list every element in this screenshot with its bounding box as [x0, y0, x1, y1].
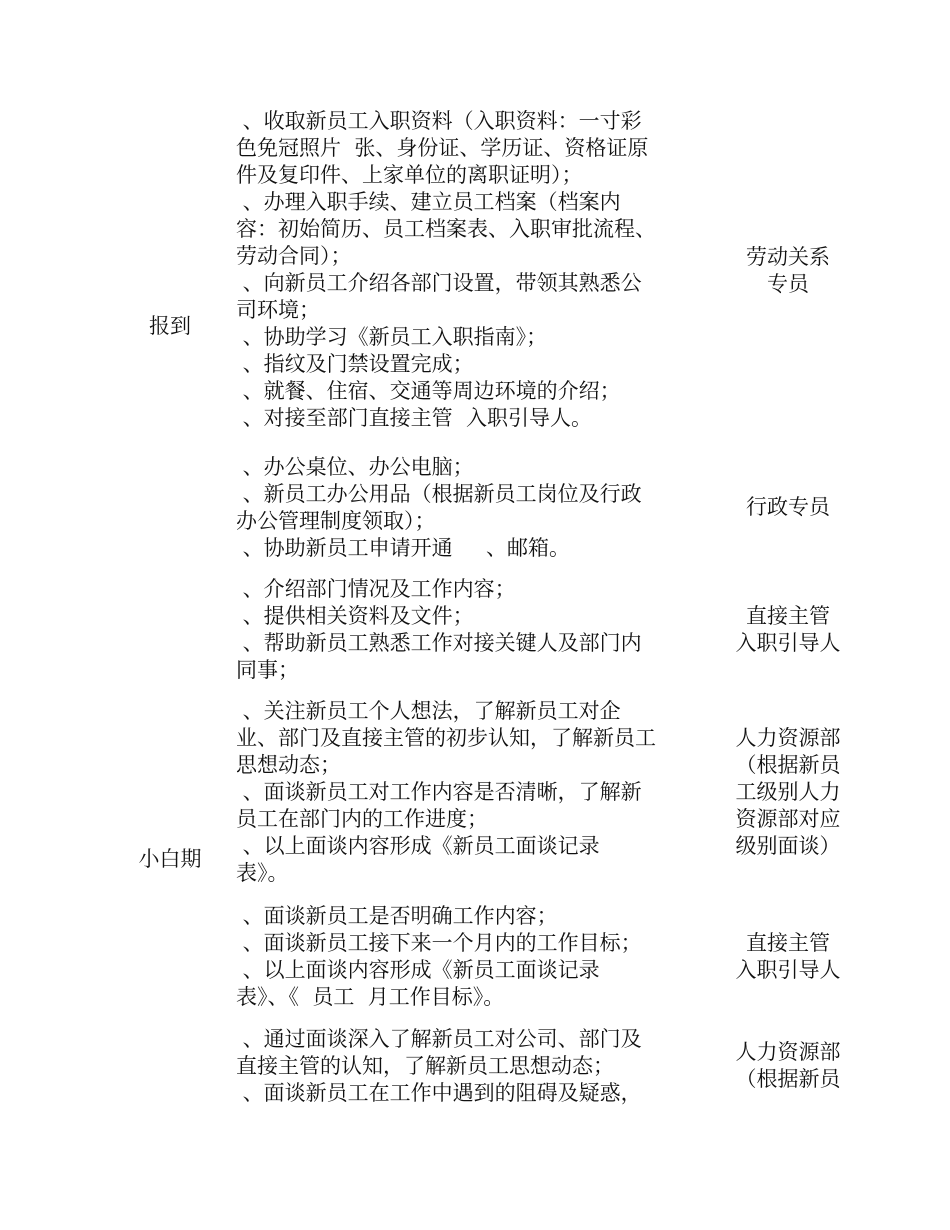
- task-line: 业、部门及直接主管的初步认知，了解新员工: [236, 726, 656, 750]
- task-block-hr-deep-interview: [236, 1026, 706, 1107]
- task-line: 、办公桌位、办公电脑；: [236, 455, 474, 479]
- task-line: 、协助学习《新员工入职指南》；: [236, 325, 548, 349]
- responsible-party: [718, 930, 858, 984]
- task-line: 直接主管的认知，了解新员工思想动态；: [236, 1054, 614, 1078]
- stage-label-newbie-period: 小白期: [138, 847, 202, 871]
- task-line: 表》、《 员工 月工作目标》。: [236, 985, 505, 1009]
- task-line: 、面谈新员工在工作中遇到的阻碍及疑惑，: [236, 1081, 642, 1105]
- task-line: 、面谈新员工是否明确工作内容；: [236, 904, 558, 928]
- task-line: 司环境；: [236, 298, 320, 322]
- task-line: 、通过面谈深入了解新员工对公司、部门及: [236, 1027, 642, 1051]
- task-line: 、帮助新员工熟悉工作对接关键人及部门内: [236, 631, 642, 655]
- responsible-line: 工级别人力: [735, 780, 841, 804]
- responsible-line: 专员: [767, 272, 809, 296]
- task-line: 同事；: [236, 658, 299, 682]
- responsible-party: [718, 244, 858, 298]
- task-block-hr-interview: [236, 698, 706, 887]
- task-line: 、对接至部门直接主管 入职引导人。: [236, 406, 593, 430]
- responsible-party: [718, 494, 858, 521]
- responsible-line: 资源部对应: [735, 807, 841, 831]
- responsible-line: 人力资源部: [735, 726, 841, 750]
- task-line: 、新员工办公用品（根据新员工岗位及行政: [236, 482, 642, 506]
- responsible-line: 入职引导人: [735, 631, 841, 655]
- responsible-party: [718, 725, 858, 860]
- task-line: 、面谈新员工对工作内容是否清晰，了解新: [236, 780, 642, 804]
- responsible-line: 直接主管: [746, 604, 830, 628]
- task-line: 、提供相关资料及文件；: [236, 604, 474, 628]
- task-block-admin: [236, 454, 706, 562]
- responsible-line: 行政专员: [746, 495, 830, 519]
- responsible-line: 级别面谈）: [735, 834, 841, 858]
- task-line: 容：初始简历、员工档案表、入职审批流程、: [236, 217, 656, 241]
- responsible-line: 直接主管: [746, 931, 830, 955]
- task-line: 办公管理制度领取）；: [236, 509, 436, 533]
- task-line: 、面谈新员工接下来一个月内的工作目标；: [236, 931, 642, 955]
- responsible-line: 人力资源部: [735, 1040, 841, 1064]
- task-line: 表》。: [236, 861, 289, 885]
- task-line: 、就餐、住宿、交通等周边环境的介绍；: [236, 379, 621, 403]
- task-block-supervisor: [236, 576, 706, 684]
- task-line: 件及复印件、上家单位的离职证明）；: [236, 163, 583, 187]
- task-line: 、收取新员工入职资料（入职资料：一寸彩: [236, 109, 642, 133]
- responsible-party: [718, 1039, 858, 1093]
- task-line: 、向新员工介绍各部门设置，带领其熟悉公: [236, 271, 642, 295]
- task-line: 劳动合同）；: [236, 244, 352, 268]
- task-line: 色免冠照片 张、身份证、学历证、资格证原: [236, 136, 649, 160]
- responsible-line: 劳动关系: [746, 245, 830, 269]
- task-line: 、办理入职手续、建立员工档案（档案内: [236, 190, 621, 214]
- responsible-party: [718, 603, 858, 657]
- task-line: 、指纹及门禁设置完成；: [236, 352, 474, 376]
- task-line: 员工在部门内的工作进度；: [236, 807, 488, 831]
- task-block-supervisor-interview: [236, 903, 706, 1011]
- task-line: 、以上面谈内容形成《新员工面谈记录: [236, 834, 600, 858]
- task-line: 、关注新员工个人想法，了解新员工对企: [236, 699, 621, 723]
- stage-label-onboarding: 报到: [149, 314, 191, 338]
- task-block-onboarding: [236, 108, 706, 432]
- responsible-line: 入职引导人: [735, 958, 841, 982]
- task-line: 、协助新员工申请开通 、邮箱。: [236, 536, 571, 560]
- responsible-line: （根据新员: [735, 753, 841, 777]
- task-line: 、介绍部门情况及工作内容；: [236, 577, 516, 601]
- task-line: 思想动态；: [236, 753, 341, 777]
- task-line: 、以上面谈内容形成《新员工面谈记录: [236, 958, 600, 982]
- responsible-line: （根据新员: [735, 1067, 841, 1091]
